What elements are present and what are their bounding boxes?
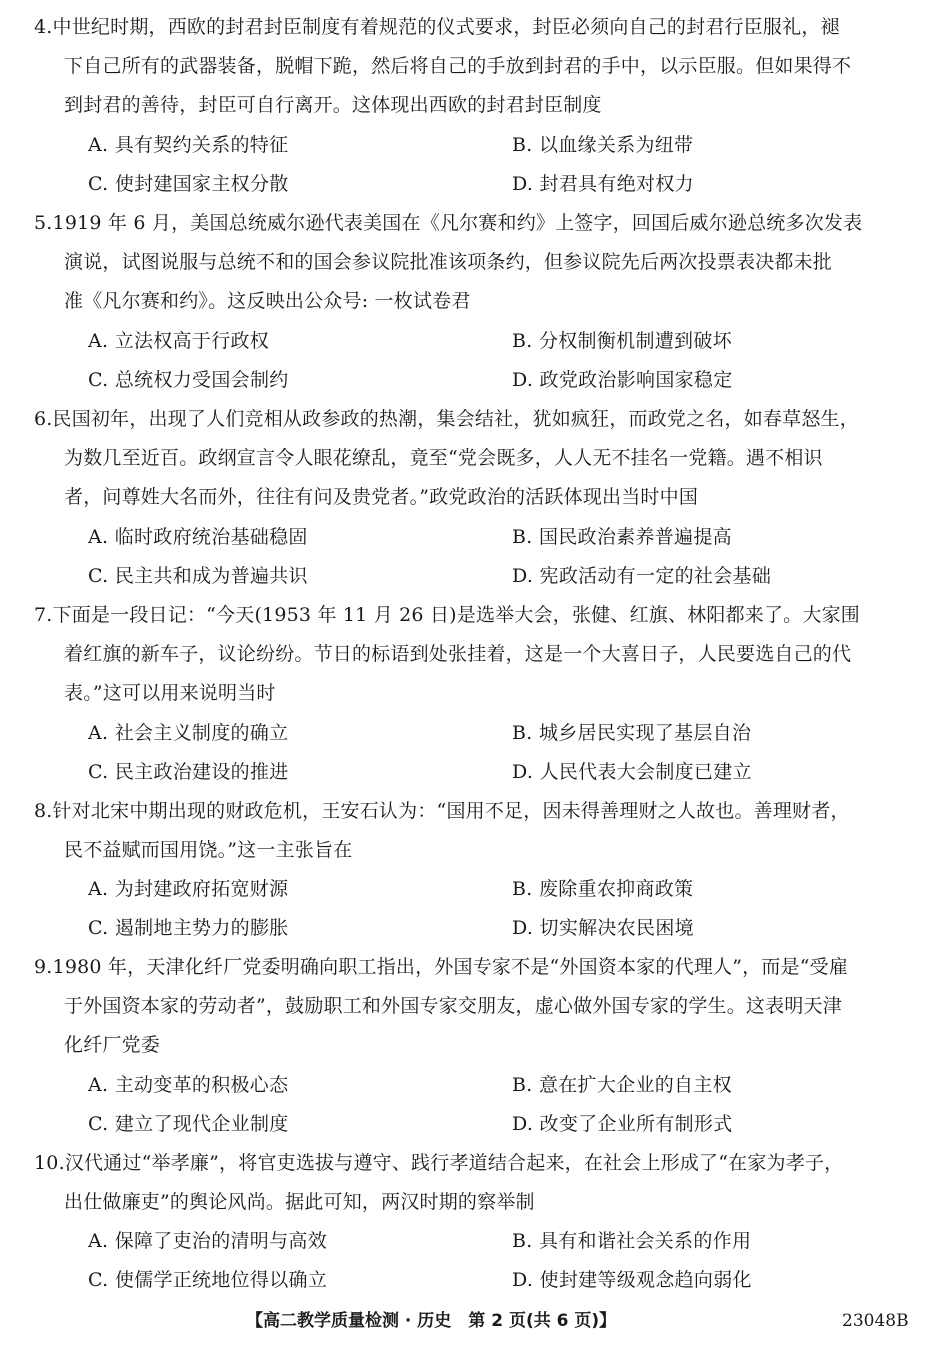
question-5-option-d[interactable]: D. 政党政治影响国家稳定 <box>512 369 733 391</box>
question-7-line-3: 表。”这可以用来说明当时 <box>64 682 276 704</box>
question-9-line-3: 化纤厂党委 <box>64 1034 161 1056</box>
question-10-line-1: 10.汉代通过“举孝廉”，将官吏选拔与遵守、践行孝道结合起来，在社会上形成了“在家为孝子， <box>34 1152 844 1174</box>
question-6-option-c[interactable]: C. 民主共和成为普遍共识 <box>88 565 308 587</box>
question-6-option-d[interactable]: D. 宪政活动有一定的社会基础 <box>512 565 772 587</box>
question-10-line-2: 出仕做廉吏”的舆论风尚。据此可知，两汉时期的察举制 <box>64 1191 535 1213</box>
question-4-option-a[interactable]: A. 具有契约关系的特征 <box>88 134 289 156</box>
question-4-option-b[interactable]: B. 以血缘关系为纽带 <box>512 134 694 156</box>
question-5-line-3: 准《凡尔赛和约》。这反映出公众号: 一枚试卷君 <box>64 290 471 312</box>
question-5-option-c[interactable]: C. 总统权力受国会制约 <box>88 369 289 391</box>
question-7-option-c[interactable]: C. 民主政治建设的推进 <box>88 761 289 783</box>
question-7-option-d[interactable]: D. 人民代表大会制度已建立 <box>512 761 752 783</box>
question-10-option-b[interactable]: B. 具有和谐社会关系的作用 <box>512 1230 752 1252</box>
question-8-option-c[interactable]: C. 遏制地主势力的膨胀 <box>88 917 289 939</box>
question-10-option-d[interactable]: D. 使封建等级观念趋向弱化 <box>512 1269 752 1291</box>
question-6-option-a[interactable]: A. 临时政府统治基础稳固 <box>88 526 308 548</box>
question-10-option-c[interactable]: C. 使儒学正统地位得以确立 <box>88 1269 328 1291</box>
question-4-line-1: 4.中世纪时期，西欧的封君封臣制度有着规范的仪式要求，封臣必须向自己的封君行臣服礼，褪 <box>34 16 840 38</box>
question-7-option-a[interactable]: A. 社会主义制度的确立 <box>88 722 289 744</box>
question-5-option-b[interactable]: B. 分权制衡机制遭到破坏 <box>512 330 732 352</box>
question-7-option-b[interactable]: B. 城乡居民实现了基层自治 <box>512 722 752 744</box>
question-8-option-b[interactable]: B. 废除重农抑商政策 <box>512 878 694 900</box>
page-footer-code: 23048B <box>842 1311 909 1331</box>
question-4-line-3: 到封君的善待，封臣可自行离开。这体现出西欧的封君封臣制度 <box>64 94 602 116</box>
question-6-line-2: 为数几至近百。政纲宣言令人眼花缭乱，竟至“党会既多，人人无不挂名一党籍。遇不相识 <box>64 447 823 469</box>
question-4-option-c[interactable]: C. 使封建国家主权分散 <box>88 173 289 195</box>
question-6-line-3: 者，问尊姓大名而外，往往有问及贵党者。”政党政治的活跃体现出当时中国 <box>64 486 699 508</box>
question-8-line-2: 民不益赋而国用饶。”这一主张旨在 <box>64 839 353 861</box>
question-8-option-d[interactable]: D. 切实解决农民困境 <box>512 917 694 939</box>
question-8-line-1: 8.针对北宋中期出现的财政危机，王安石认为：“国用不足，因未得善理财之人故也。善理财者， <box>34 800 850 822</box>
question-7-line-2: 着红旗的新车子，议论纷纷。节日的标语到处张挂着，这是一个大喜日子，人民要选自己的代 <box>64 643 852 665</box>
question-6-line-1: 6.民国初年，出现了人们竞相从政参政的热潮，集会结社，犹如疯狂，而政党之名，如春草怒生， <box>34 408 859 430</box>
question-9-line-2: 于外国资本家的劳动者”，鼓励职工和外国专家交朋友，虚心做外国专家的学生。这表明天津 <box>64 995 842 1017</box>
question-9-option-c[interactable]: C. 建立了现代企业制度 <box>88 1113 289 1135</box>
question-5-line-1: 5.1919 年 6 月，美国总统威尔逊代表美国在《凡尔赛和约》上签字，回国后威尔逊总统多次发表 <box>34 212 863 234</box>
question-9-option-a[interactable]: A. 主动变革的积极心态 <box>88 1074 289 1096</box>
question-4-option-d[interactable]: D. 封君具有绝对权力 <box>512 173 694 195</box>
question-6-option-b[interactable]: B. 国民政治素养普遍提高 <box>512 526 732 548</box>
page-footer-title: 【高二教学质量检测 · 历史 第 2 页(共 6 页)】 <box>246 1311 617 1331</box>
question-5-option-a[interactable]: A. 立法权高于行政权 <box>88 330 270 352</box>
question-10-option-a[interactable]: A. 保障了吏治的清明与高效 <box>88 1230 328 1252</box>
question-9-line-1: 9.1980 年，天津化纤厂党委明确向职工指出，外国专家不是“外国资本家的代理人”，而是“受雇 <box>34 956 849 978</box>
question-9-option-d[interactable]: D. 改变了企业所有制形式 <box>512 1113 733 1135</box>
question-9-option-b[interactable]: B. 意在扩大企业的自主权 <box>512 1074 732 1096</box>
question-7-line-1: 7.下面是一段日记：“今天(1953 年 11 月 26 日)是选举大会，张健、红旗、林阳都来了。大家围 <box>34 604 860 626</box>
question-5-line-2: 演说，试图说服与总统不和的国会参议院批准该项条约，但参议院先后两次投票表决都未批 <box>64 251 833 273</box>
question-8-option-a[interactable]: A. 为封建政府拓宽财源 <box>88 878 289 900</box>
question-4-line-2: 下自己所有的武器装备，脱帽下跪，然后将自己的手放到封君的手中，以示臣服。但如果得不 <box>64 55 852 77</box>
